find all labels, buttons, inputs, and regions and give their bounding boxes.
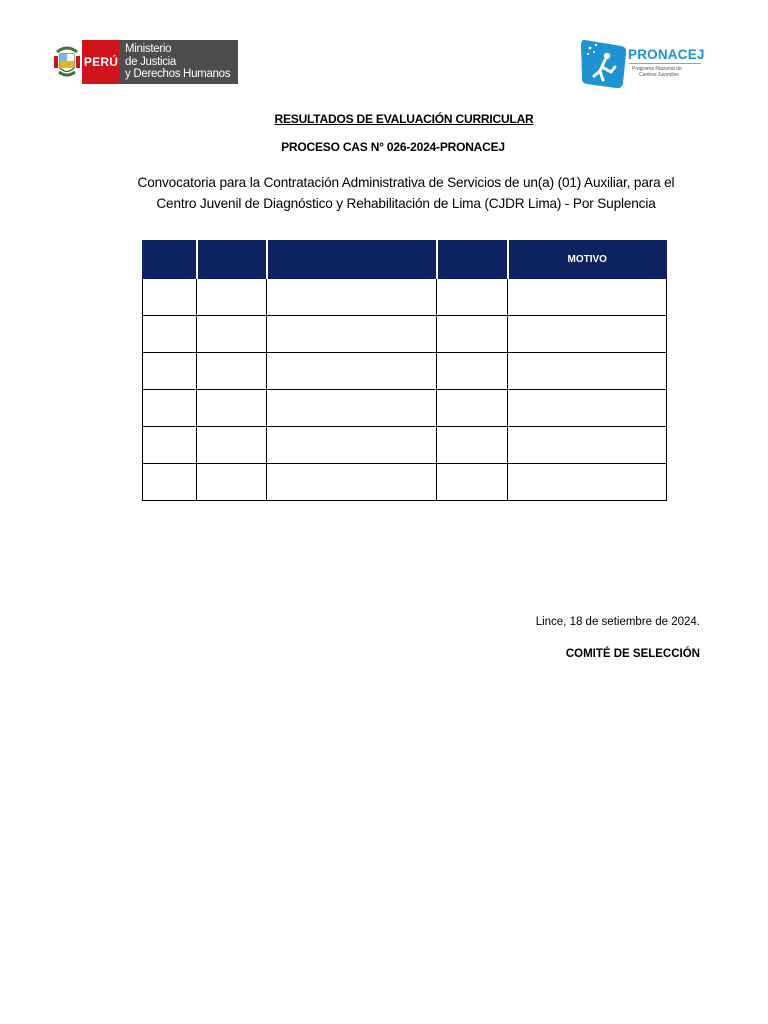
pronacej-figure-icon [581, 38, 627, 90]
table-cell [197, 464, 267, 501]
call-description [100, 172, 712, 214]
pronacej-logo [581, 36, 705, 90]
table-cell [267, 427, 437, 464]
ministry-line: y Derechos Humanos [125, 68, 231, 80]
brand-divider [629, 63, 701, 64]
table-row [143, 316, 667, 353]
process-number: PROCESO CAS N° 026-2024-PRONACEJ [281, 140, 505, 154]
ministry-line: de Justicia [125, 55, 177, 68]
column-header [143, 241, 197, 279]
table-cell [508, 390, 667, 427]
table-cell [437, 353, 508, 390]
table-cell [143, 279, 197, 316]
pronacej-subtitle: Programa Nacional de [632, 66, 682, 72]
table-row [143, 279, 667, 316]
table-row [143, 390, 667, 427]
column-header [267, 241, 437, 279]
peru-coat-of-arms-icon [52, 40, 82, 84]
table-cell [197, 353, 267, 390]
column-header [437, 241, 508, 279]
table-cell [437, 390, 508, 427]
peru-label: PERÚ [82, 40, 120, 84]
ministry-logo [52, 40, 238, 84]
table-cell [508, 353, 667, 390]
results-table [142, 240, 667, 501]
call-line: Centro Juvenil de Diagnóstico y Rehabilitación de Lima (CJDR Lima) - Por Suplencia [156, 196, 656, 211]
table-cell [143, 316, 197, 353]
table-row [143, 427, 667, 464]
table-cell [143, 390, 197, 427]
pronacej-brand: PRONACEJ [628, 47, 705, 62]
table-row [143, 353, 667, 390]
table-cell [437, 427, 508, 464]
table-header-row [143, 241, 667, 279]
ministry-line: Ministerio [125, 43, 172, 55]
table-cell [508, 316, 667, 353]
table-cell [143, 427, 197, 464]
column-header-motivo: MOTIVO [508, 241, 667, 279]
table-cell [197, 316, 267, 353]
table-cell [143, 353, 197, 390]
table-row [143, 464, 667, 501]
selection-committee: COMITÉ DE SELECCIÓN [565, 648, 700, 660]
table-cell [508, 279, 667, 316]
table-cell [267, 316, 437, 353]
table-cell [508, 427, 667, 464]
table-cell [267, 279, 437, 316]
table-cell [437, 279, 508, 316]
column-header [197, 241, 267, 279]
table-cell [267, 390, 437, 427]
table-cell [197, 427, 267, 464]
table-cell [267, 464, 437, 501]
table-cell [197, 390, 267, 427]
table-cell [267, 353, 437, 390]
table-cell [143, 464, 197, 501]
table-cell [508, 464, 667, 501]
table-cell [437, 464, 508, 501]
table-cell [197, 279, 267, 316]
pronacej-subtitle: Centros Juveniles [639, 72, 679, 78]
place-and-date: Lince, 18 de setiembre de 2024. [535, 616, 700, 628]
table-cell [437, 316, 508, 353]
ministry-name [120, 40, 238, 84]
document-title: RESULTADOS DE EVALUACIÓN CURRICULAR [274, 112, 534, 126]
call-line: Convocatoria para la Contratación Administrativa de Servicios de un(a) (01) Auxiliar, para el [137, 175, 675, 190]
